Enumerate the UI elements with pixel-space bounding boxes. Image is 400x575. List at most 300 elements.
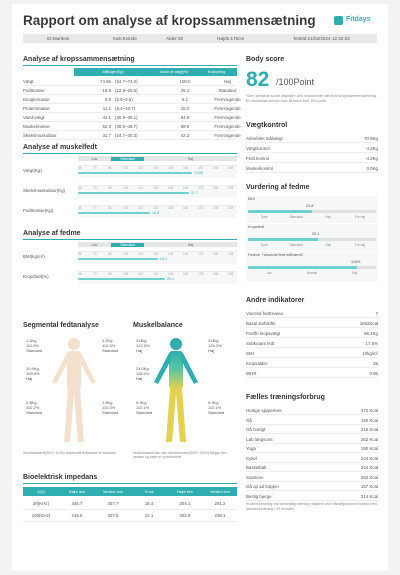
row-value: 11.2	[102, 106, 111, 111]
mini-track	[248, 238, 376, 241]
row-value: 0.96	[369, 371, 378, 376]
muscle_balance-right-leg	[208, 400, 224, 416]
bar-tick: 70	[93, 272, 97, 276]
bar-tick: 205	[228, 186, 234, 190]
bar-tick: 70	[93, 166, 97, 170]
segmental-note: Standardværdi(90%~110%) segmental fedtmasse er standard	[23, 451, 116, 455]
composition-row	[23, 104, 241, 113]
obesity-scale	[78, 242, 237, 247]
segment-text: Høj	[208, 348, 215, 354]
training-row	[246, 482, 378, 491]
bar-tick: 85	[108, 206, 112, 210]
bar-tick: 130	[153, 166, 159, 170]
row-value: 31.7	[102, 133, 111, 138]
segment-text: 1.3Kg	[26, 338, 37, 343]
impedance-col: Venstre arm	[103, 489, 123, 494]
row-value: 224 Kcal	[360, 465, 378, 470]
bar-track	[78, 251, 237, 264]
row-percent: 69.9	[180, 124, 190, 129]
bar-tick: 70	[93, 206, 97, 210]
bar-tick: 55	[78, 272, 82, 276]
muscle-fat-scale	[78, 156, 237, 161]
impedance-col: Højre ben	[176, 489, 194, 494]
bar-tick: 145	[168, 252, 174, 256]
row-value: 157 Kcal	[360, 484, 378, 489]
segment-text: 10.4Kg	[26, 366, 39, 371]
bar-tick: 190	[213, 272, 219, 276]
scale-low: Lav	[91, 156, 98, 161]
scale-standard: Standard	[111, 157, 144, 161]
bar-tick: 115	[138, 252, 144, 256]
bar-tick: 115	[138, 206, 144, 210]
other-title: Andre indikatorer	[246, 297, 305, 304]
bar-tick: 55	[78, 166, 82, 170]
row-value: 314 Kcal	[360, 493, 378, 499]
body-score-note: *Den samlede score afspejler den evaluerede værdi af kropssammensætning. En muskuløs person kan få mere end 100 point.	[246, 94, 378, 104]
training-row	[246, 463, 378, 472]
row-value: 216 Kcal	[360, 427, 378, 432]
row-value: -4.3Kg	[365, 146, 378, 151]
segment-text: 110.1%	[136, 405, 150, 411]
segment-text: 3.0Kg	[208, 338, 219, 343]
bar-tick: 55	[78, 206, 82, 210]
row-label: Anbefalet målvægt	[246, 136, 283, 141]
bar-tick: 190	[213, 186, 219, 190]
row-range: (39.0~49.7)	[115, 124, 138, 129]
mini-scale-label: Høj	[325, 243, 331, 247]
segment-text: 110.5%	[102, 343, 116, 349]
bar-tick: 100	[123, 206, 129, 210]
bar-tick: 175	[198, 186, 204, 190]
impedance-row	[23, 510, 237, 522]
training-row	[246, 406, 378, 415]
other-row	[246, 319, 378, 328]
bar-value: 74.65	[194, 171, 203, 175]
bar-track	[78, 271, 237, 284]
segment-text: Standard	[102, 348, 119, 354]
obesity-eval-body-fat	[246, 224, 378, 251]
segment-text: 110.3%	[102, 405, 116, 411]
composition-row	[23, 122, 241, 131]
impedance-cell: 357.7	[107, 501, 119, 506]
bar-tick: 130	[153, 252, 159, 256]
row-range: (54.7~74.0)	[115, 79, 138, 84]
impedance-row	[23, 498, 237, 510]
row-evaluation: Fremragende	[214, 133, 241, 138]
composition-row	[23, 77, 237, 86]
row-label: Visceral fedtniveau	[246, 311, 284, 316]
training-row	[246, 435, 378, 444]
row-range: (24.7~30.3)	[115, 133, 138, 138]
impedance-col: Højre arm	[68, 489, 86, 494]
info-bar	[23, 34, 377, 43]
bar-tick: 160	[183, 166, 189, 170]
segment-text: 2.8Kg	[26, 400, 37, 405]
info-height: Højde:176cm	[217, 36, 245, 41]
row-label: Hurtige sjipperture	[246, 408, 282, 413]
composition-row	[23, 95, 241, 104]
row-evaluation: Fremragende	[214, 97, 241, 102]
bar-fill	[78, 212, 150, 214]
muscle-fat-divider	[23, 153, 237, 154]
obesity-eval-fat-level	[246, 252, 378, 282]
row-value: 3.9	[104, 97, 111, 102]
row-value: 70.9Kg	[364, 136, 378, 141]
row-evaluation: Høj	[224, 79, 231, 84]
row-value: 0.0Kg	[366, 166, 378, 171]
row-evaluation: Fremragende	[214, 115, 241, 120]
row-percent: 15.0	[180, 106, 190, 111]
mini-label: BMI	[248, 197, 255, 201]
row-percent: 54.9	[180, 115, 190, 120]
bar-label: Fedtmasse(Kg)	[23, 208, 54, 213]
segment-text: 1.2Kg	[102, 338, 113, 343]
bar-tick: 205	[228, 272, 234, 276]
muscle_balance-trunk	[136, 366, 149, 382]
row-name: Vægt	[23, 79, 34, 84]
report-title: Rapport om analyse af kropssammensætning	[23, 13, 316, 28]
bar-value: 18.8	[152, 211, 159, 215]
muscle-body-figure	[154, 338, 198, 442]
bar-fill	[78, 192, 189, 194]
segment-text: Høj	[136, 376, 143, 382]
row-value: 472 Kcal	[360, 408, 378, 413]
body-figures	[12, 332, 240, 452]
row-evaluation: Fremragende	[214, 106, 241, 111]
mini-fill	[248, 266, 357, 269]
mini-scale-label: For høj	[354, 215, 366, 219]
muscle-balance-note: Muskelmasse kan vise standardværdi(90%~110%) Begge ben, venstre og højre er symmetriske	[133, 451, 228, 460]
bar-tick: 130	[153, 186, 159, 190]
segment-text: Høj	[26, 376, 33, 382]
mini-track	[248, 210, 376, 213]
impedance-cell: 216.6	[71, 513, 83, 518]
row-percent: 42.3	[180, 133, 190, 138]
row-percent: 25.1	[180, 88, 190, 93]
segment-text: Standard	[102, 410, 119, 416]
other-row	[246, 349, 378, 358]
row-value: 224 Kcal	[360, 455, 378, 461]
bar-tick: 175	[198, 166, 204, 170]
bar-label: Vægt(Kg)	[23, 168, 42, 173]
bar-tick: 100	[123, 272, 129, 276]
row-label: Løb langsomt	[246, 436, 273, 442]
bar-tick: 175	[198, 272, 204, 276]
bar-tick: 130	[153, 272, 159, 276]
bar-label: Kropsfedt(%)	[23, 274, 49, 279]
bar-label: Skeletmuskulatur(Kg)	[23, 188, 65, 193]
row-name: Vand-vægt	[23, 115, 45, 120]
training-row	[246, 492, 378, 501]
bar-tick: 85	[108, 166, 112, 170]
row-evaluation: Standard	[218, 88, 237, 93]
other-row	[246, 369, 378, 378]
row-evaluation: Fremragende	[214, 124, 241, 129]
obesity-title: Analyse af fedme	[23, 230, 81, 237]
row-value: 10kg/m²	[362, 351, 378, 356]
bar-tick: 70	[93, 252, 97, 256]
segment-text: Standard	[26, 410, 43, 416]
row-range: (30.5~39.1)	[115, 115, 138, 120]
bar-tick: 190	[213, 252, 219, 256]
other-row	[246, 309, 378, 318]
row-range: (2.9~3.6)	[115, 97, 133, 102]
impedance-cell: 20(KHz)	[32, 501, 50, 506]
mini-scale-label: Tynd	[260, 243, 268, 247]
segment-text: 122.0%	[136, 343, 150, 349]
row-value: 262 Kcal	[360, 436, 378, 442]
fitdays-logo	[334, 14, 380, 28]
row-value: 18.8	[102, 88, 111, 93]
mini-scale-label: Høj	[325, 215, 331, 219]
mini-scale-label: For høj	[354, 243, 366, 247]
mini-value: 24.8	[306, 204, 314, 208]
bar-value: 25.1	[167, 277, 174, 281]
composition-divider	[23, 65, 237, 66]
muscle_balance-left-leg	[136, 400, 152, 416]
row-label: SMI	[246, 351, 254, 356]
report-page	[12, 4, 388, 571]
body-score-unit: /100Point	[276, 77, 315, 87]
obesity-eval-bmi	[246, 196, 378, 223]
row-label: Kropsalder	[246, 361, 268, 366]
mini-label: Fedme（visceralt fedt målværdi）	[248, 253, 306, 257]
bar-track	[78, 205, 237, 218]
row-name: Proteinmasse	[23, 106, 50, 111]
bar-tick: 100	[123, 166, 129, 170]
other-row	[246, 339, 378, 348]
bar-tick: 205	[228, 252, 234, 256]
row-label: Svømme	[246, 474, 264, 480]
mini-scale-label: Høj	[352, 271, 358, 275]
bar-tick: 115	[138, 166, 144, 170]
scale-high: Høj	[187, 242, 194, 247]
row-value: -4.3Kg	[365, 156, 378, 161]
bar-tick: 85	[108, 272, 112, 276]
muscle-balance-title: Muskelbalance	[133, 322, 183, 329]
training-row	[246, 425, 378, 434]
segmental-left-arm	[26, 338, 42, 354]
bar-tick: 115	[138, 186, 144, 190]
bar-tick: 175	[198, 206, 204, 210]
muscle_balance-left-arm	[136, 338, 150, 354]
mini-fill	[248, 238, 318, 241]
row-range: (12.9~20.6)	[115, 88, 138, 93]
impedance-cell: 327.5	[107, 513, 119, 518]
bar-label: BMI(kg/m²)	[23, 254, 45, 259]
impedance-cell: 294.1	[179, 501, 191, 506]
bar-fill	[78, 278, 165, 280]
row-label: Fedtfri kropsvægt	[246, 331, 281, 336]
scale-standard: Standard	[111, 243, 144, 247]
segment-text: Standard	[208, 410, 225, 416]
segment-text: 24.0Kg	[136, 366, 149, 371]
composition-title: Analyse af kropssammensætning	[23, 56, 135, 63]
row-name: Knoglemasse	[23, 97, 50, 102]
bar-tick: 160	[183, 206, 189, 210]
training-row	[246, 473, 378, 482]
info-id: ID:Marlene	[47, 36, 70, 41]
muscle-fat-title: Analyse af muskelfedt	[23, 144, 97, 151]
segment-text: 2.8Kg	[102, 400, 113, 405]
col-measurements: Målinger(Kg)	[102, 70, 124, 74]
bar-tick: 160	[183, 272, 189, 276]
bar-fill	[78, 172, 192, 174]
row-label: Basal stofskifte	[246, 321, 276, 326]
row-percent: 5.1	[181, 97, 189, 102]
mini-value: 116%	[351, 260, 361, 264]
fat-body-figure	[52, 338, 96, 442]
segment-text: 110.2%	[26, 405, 40, 411]
bar-tick: 190	[213, 166, 219, 170]
col-share: Andel af vægt(%)	[159, 70, 189, 74]
segmental-right-arm	[102, 338, 118, 354]
row-percent: 100.0	[179, 79, 191, 84]
composition-row	[23, 131, 241, 140]
row-value: 41.1	[102, 115, 111, 120]
bar-fill	[78, 258, 158, 260]
impedance-title: Bioelektrisk impedans	[23, 474, 98, 481]
row-label: WHR	[246, 371, 257, 376]
mini-scale-label: Standard	[289, 243, 303, 247]
impedance-col: Trunk	[144, 489, 154, 494]
mini-fill	[248, 210, 312, 213]
mini-track	[248, 266, 376, 269]
info-gender: Køn:Kvinde	[113, 36, 137, 41]
training-row	[246, 454, 378, 463]
segment-text: 111.5%	[26, 343, 39, 349]
segment-text: 3.0Kg	[136, 338, 147, 343]
obesity-eval-title: Vurdering af fedme	[246, 184, 310, 191]
mini-scale-label: Standard	[289, 215, 303, 219]
impedance-cell: 12.1	[144, 513, 154, 518]
weight_control-row	[246, 154, 378, 163]
bar-track	[78, 165, 237, 178]
bar-tick: 145	[168, 206, 174, 210]
row-value: 17.6%	[365, 341, 378, 346]
impedance-cell: 18.4	[144, 501, 154, 506]
row-label: Cykel	[246, 455, 257, 461]
segment-text: 9.3Kg	[208, 400, 219, 405]
segment-text: 109.4%	[26, 371, 40, 377]
bar-tick: 190	[213, 206, 219, 210]
segmental-left-leg	[26, 400, 42, 416]
segment-text: 110.1%	[208, 405, 222, 411]
segment-text: Høj	[136, 348, 143, 354]
impedance-col: Venstre ben	[210, 489, 230, 494]
weight-control-title: Vægtkontrol	[246, 122, 288, 129]
segment-text: 118.5%	[136, 371, 150, 377]
row-value: 28	[373, 361, 378, 366]
row-value: 150 Kcal	[360, 417, 378, 423]
row-name: Muskelmasse	[23, 124, 50, 129]
segment-text: Standard	[136, 410, 153, 416]
fitdays-logo-icon	[334, 16, 343, 25]
muscle_balance-right-arm	[208, 338, 222, 354]
training-row	[246, 416, 378, 425]
training-title: Fælles træningsforbrug	[246, 394, 325, 401]
bar-tick: 55	[78, 252, 82, 256]
weight_control-row	[246, 144, 378, 153]
bar-tick: 85	[108, 252, 112, 256]
bar-tick: 100	[123, 186, 129, 190]
bar-tick: 55	[78, 186, 82, 190]
impedance-cell: 239.1	[214, 513, 226, 518]
scale-low: Lav	[91, 242, 98, 247]
bar-tick: 160	[183, 252, 189, 256]
impedance-cell: 262.9	[179, 513, 191, 518]
mini-scale-label: Lav	[266, 271, 272, 275]
bar-tick: 70	[93, 186, 97, 190]
row-label: Gå	[246, 417, 252, 423]
composition-header	[74, 68, 237, 76]
mini-scale-label: Normal	[306, 271, 318, 275]
segmental-trunk	[26, 366, 40, 382]
bar-tick: 115	[138, 272, 144, 276]
info-age: Alder:30	[166, 36, 184, 41]
row-label: Gå op ad trapper	[246, 484, 280, 489]
weight_control-row	[246, 164, 378, 173]
row-value: 150 Kcal	[360, 446, 378, 451]
mini-label: Kropsfedt	[248, 225, 265, 229]
impedance-cell: 100(KHz)	[31, 513, 51, 518]
impedance-cell: 291.2	[214, 501, 226, 506]
other-row	[246, 359, 378, 368]
row-label: Subkutant fedt	[246, 341, 275, 346]
bar-tick: 100	[123, 252, 129, 256]
bar-track	[78, 185, 237, 198]
bar-tick: 145	[168, 186, 174, 190]
segment-text: Standard	[26, 348, 43, 354]
fitdays-logo-text: Fitdays	[346, 16, 371, 23]
row-value: 56.2Kg	[364, 331, 378, 336]
col-evaluation: Evaluering	[207, 70, 226, 74]
bar-tick: 205	[228, 206, 234, 210]
bar-value: 24.1	[160, 257, 167, 261]
bar-tick: 85	[108, 186, 112, 190]
impedance-divider	[23, 483, 237, 484]
bar-tick: 205	[228, 166, 234, 170]
row-value: 262 Kcal	[360, 474, 378, 480]
impedance-col: Z(Ω)	[37, 489, 45, 494]
bar-tick: 145	[168, 166, 174, 170]
row-label: Muskelkontrol	[246, 166, 274, 171]
mini-value: 25.1	[312, 232, 320, 236]
info-test-time: Testtid:21/02/2024 12:32:23	[293, 36, 350, 41]
row-label: Gå hurtigt	[246, 427, 266, 432]
segment-text: 9.3Kg	[136, 400, 147, 405]
impedance-cell: 345.7	[71, 501, 83, 506]
training-note: *Kaloriefordeling ved almindelig træning relateret ved målvægtskontrol fordelt med standard-træning i 30 minutter.	[246, 502, 377, 511]
composition-row	[23, 113, 241, 122]
obesity-divider	[23, 239, 237, 240]
row-value: 1562Kcal	[359, 321, 378, 326]
row-range: (8.4~10.7)	[115, 106, 136, 111]
row-label: Fedt kontrol	[246, 156, 270, 161]
row-name: Skeletmuskulatur	[23, 133, 57, 138]
segmental-right-leg	[102, 400, 118, 416]
segmental-title: Segmental fedtanalyse	[23, 322, 99, 329]
row-value: 74.65	[100, 79, 111, 84]
training-row	[246, 444, 378, 453]
scale-high: Høj	[187, 156, 194, 161]
body-score-value: 82	[246, 68, 270, 91]
weight_control-row	[246, 134, 378, 143]
row-label: Bestig bjerge	[246, 493, 272, 499]
row-label: Vægtkontrol	[246, 146, 270, 151]
segment-text: 125.3%	[208, 343, 222, 349]
bar-tick: 145	[168, 272, 174, 276]
